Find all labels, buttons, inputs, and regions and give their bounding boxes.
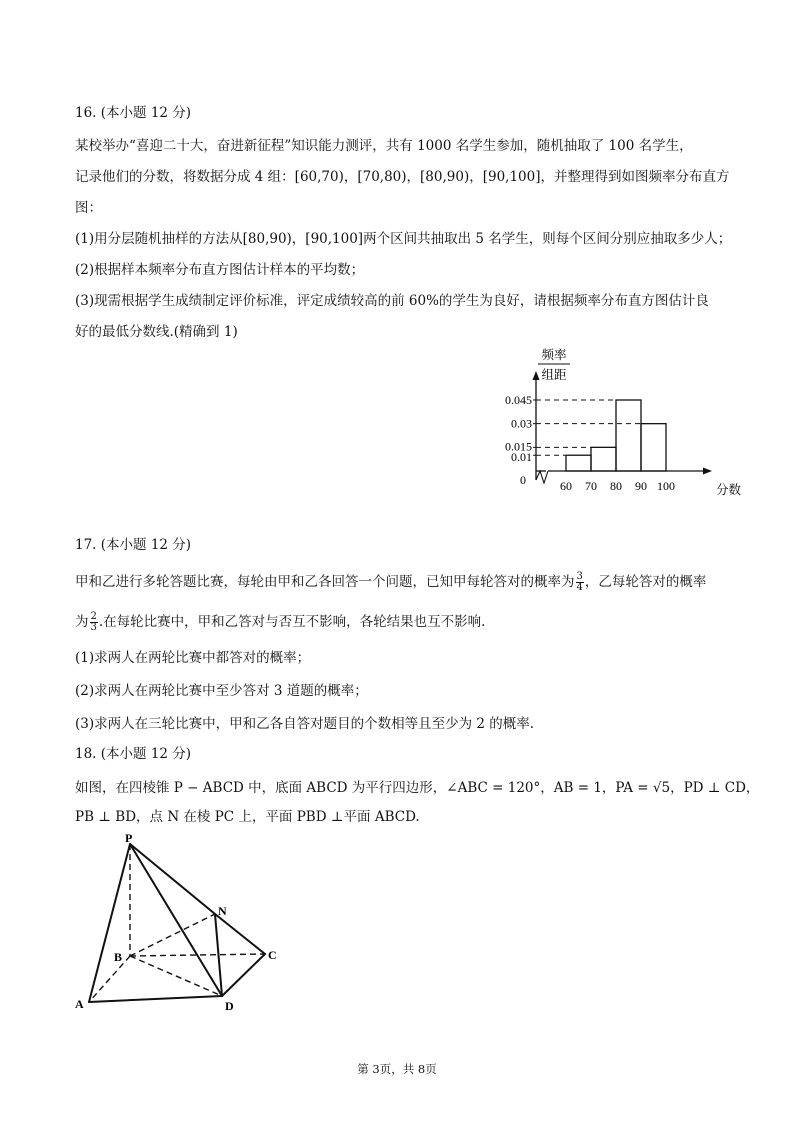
chart-xlabel: 分数 (716, 483, 742, 497)
edge-BN-hidden (130, 914, 215, 956)
edge-PD (130, 844, 222, 996)
chart-ylabel-top: 频率 (541, 348, 567, 362)
fraction-numerator: 3 (576, 571, 583, 582)
q16-part3-line1: (3)现需根据学生成绩制定评价标准，评定成绩较高的前 60%的学生为良好，请根据频率分布直方图估计良 (75, 293, 709, 309)
fraction-denominator: 3 (90, 622, 97, 633)
chart-ylabel-bottom: 组距 (541, 368, 567, 382)
y-tick-label: 0.03 (511, 416, 532, 431)
histogram-bar-90-100 (641, 424, 666, 471)
edge-BD-hidden (130, 956, 222, 996)
vertex-label-C: C (268, 948, 277, 962)
q16-part2: (2)根据样本频率分布直方图估计样本的平均数； (75, 262, 365, 278)
fraction-two-thirds (90, 612, 98, 633)
q17-part1: (1)求两人在两轮比赛中都答对的概率； (75, 650, 311, 666)
q17-header: 17. (本小题 12 分) (75, 537, 192, 553)
pyramid-figure (70, 830, 300, 1020)
q17-line1-text-a: 甲和乙进行多轮答题比赛，每轮由甲和乙各回答一个问题，已知甲每轮答对的概率为 (75, 574, 575, 590)
histogram-bar-80-90 (616, 400, 641, 471)
edge-AD (89, 996, 222, 1002)
q16-part1: (1)用分层随机抽样的方法从[80,90)，[90,100]两个区间共抽取出 5 名学生，则每个区间分别应抽取多少人； (75, 231, 732, 247)
vertex-label-N: N (218, 904, 227, 918)
q18-text-line2: PB ⊥ BD，点 N 在棱 PC 上，平面 PBD ⊥平面 ABCD. (75, 809, 420, 825)
y-tick-label: 0.01 (511, 450, 532, 465)
q17-line1-text-b: ，乙每轮答对的概率 (584, 574, 707, 590)
x-tick-label: 90 (635, 479, 647, 493)
histogram-bar-60-70 (566, 455, 591, 471)
q16-part3-line2: 好的最低分数线.(精确到 1) (75, 324, 238, 340)
q17-text-line2 (75, 612, 485, 633)
q16-text-line2: 记录他们的分数，将数据分成 4 组：[60,70)，[70,80)，[80,90)，[90,100]，并整理得到如图频率分布直方 (75, 169, 730, 185)
fraction-numerator: 2 (90, 611, 97, 622)
y-tick-label: 0.045 (505, 393, 532, 407)
q17-line2-text-b: .在每轮比赛中，甲和乙答对与否互不影响，各轮结果也互不影响. (98, 614, 486, 630)
x-tick-label: 100 (657, 479, 675, 493)
q17-part2: (2)求两人在两轮比赛中至少答对 3 道题的概率； (75, 683, 368, 699)
frequency-histogram (490, 345, 750, 505)
fraction-three-quarters (576, 572, 584, 593)
vertex-label-P: P (125, 831, 133, 845)
vertex-label-A: A (75, 997, 84, 1011)
vertex-label-B: B (114, 950, 123, 964)
q16-text-line3: 图： (75, 200, 102, 216)
chart-origin-label: 0 (520, 473, 526, 487)
x-tick-label: 60 (560, 479, 572, 493)
edge-PN (130, 844, 215, 914)
q16-text-line1: 某校举办“喜迎二十大，奋进新征程”知识能力测评，共有 1000 名学生参加，随机抽取了 100 名学生， (75, 138, 693, 154)
vertex-label-D: D (225, 999, 234, 1013)
q18-text-line1: 如图，在四棱锥 P − ABCD 中，底面 ABCD 为平行四边形，∠ABC = 120°，AB = 1，PA = √5，PD ⊥ CD， (75, 780, 760, 796)
page-footer: 第 3页，共 8页 (357, 1062, 437, 1076)
edge-DC (222, 954, 265, 996)
q17-part3: (3)求两人在三轮比赛中，甲和乙各自答对题目的个数相等且至少为 2 的概率. (75, 716, 535, 732)
q17-text-line1 (75, 572, 706, 593)
q17-line2-text-a: 为 (75, 614, 89, 630)
fraction-denominator: 4 (576, 582, 583, 593)
x-tick-label: 70 (585, 479, 597, 493)
histogram-bar-70-80 (591, 447, 616, 471)
edge-NC (215, 914, 265, 954)
x-tick-label: 80 (610, 479, 622, 493)
y-tick-label: 0.015 (505, 439, 532, 454)
q18-header: 18. (本小题 12 分) (75, 746, 192, 762)
q16-header: 16. (本小题 12 分) (75, 105, 192, 121)
